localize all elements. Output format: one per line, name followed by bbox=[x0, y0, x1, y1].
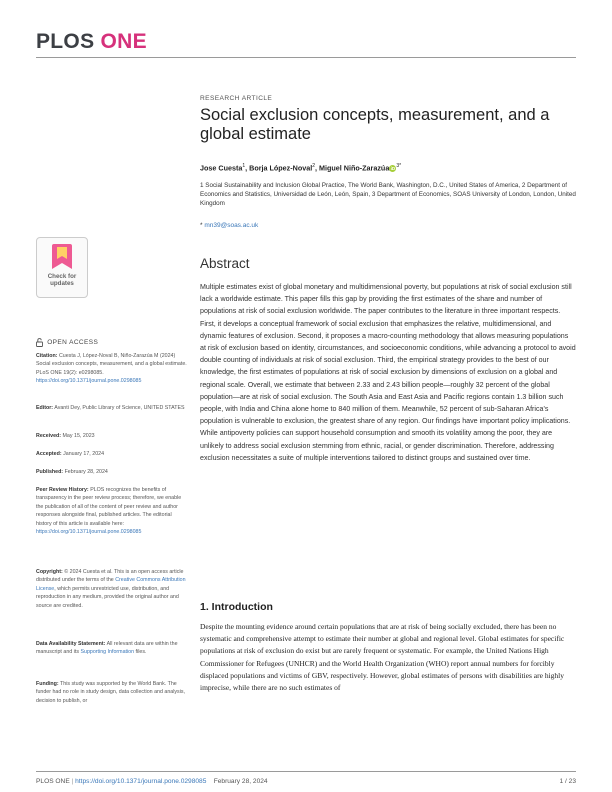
received-label: Received: bbox=[36, 433, 62, 439]
copyright-block bbox=[36, 568, 188, 610]
email-marker: * bbox=[200, 222, 203, 229]
journal-logo[interactable] bbox=[36, 30, 147, 54]
citation-label: Citation: bbox=[36, 353, 58, 359]
footer-date: February 28, 2024 bbox=[213, 778, 268, 785]
email-link[interactable]: mn39@soas.ac.uk bbox=[204, 222, 259, 229]
author-affil-marker: 2 bbox=[312, 163, 316, 169]
footer-journal: PLOS ONE bbox=[36, 778, 70, 785]
author-name[interactable]: Jose Cuesta bbox=[200, 163, 243, 173]
badge-label-2: updates bbox=[50, 280, 74, 287]
peer-review-block bbox=[36, 486, 188, 536]
open-lock-icon bbox=[36, 338, 43, 347]
citation-doi-link[interactable]: https://doi.org/10.1371/journal.pone.0298085 bbox=[36, 378, 142, 385]
received-date: May 15, 2023 bbox=[62, 433, 95, 439]
badge-label-1: Check for bbox=[47, 273, 77, 280]
published-label: Published: bbox=[36, 469, 64, 475]
footer-doi-link[interactable]: https://doi.org/10.1371/journal.pone.0298085 bbox=[75, 778, 207, 785]
license-link[interactable]: Creative Commons Attribution License bbox=[36, 577, 186, 592]
editor-text: Avanti Dey, Public Library of Science, UNITED STATES bbox=[54, 405, 185, 411]
data-availability-text-2: files. bbox=[135, 649, 147, 656]
citation-block bbox=[36, 352, 188, 386]
abstract-heading: Abstract bbox=[200, 256, 250, 271]
data-availability-label: Data Availability Statement: bbox=[36, 641, 106, 647]
peer-review-label: Peer Review History: bbox=[36, 487, 89, 493]
author-name[interactable]: Miguel Niño-Zarazúa bbox=[319, 163, 390, 173]
page-number: 1 / 23 bbox=[559, 778, 576, 785]
footer-separator: | bbox=[71, 778, 74, 785]
supporting-info-link[interactable]: Supporting Information bbox=[80, 649, 135, 656]
funding-block bbox=[36, 680, 188, 705]
published-block bbox=[36, 468, 188, 476]
funding-text: This study was supported by the World Bank. The funder had no role in study design, data collection and analysis, decision to publish, or bbox=[36, 681, 185, 704]
peer-review-text: PLOS recognizes the benefits of transparency in the peer review process; therefore, we enable the publication of all of the content of peer review and author responses alongside final, published articles. The editorial history of this article is available here: bbox=[36, 487, 182, 527]
citation-text: Cuesta J, López-Noval B, Niño-Zarazúa M (2024) Social exclusion concepts, measurement, and a global estimate. PLoS ONE 19(2): e0298085. bbox=[36, 353, 187, 376]
open-access-text: OPEN ACCESS bbox=[47, 339, 99, 347]
orcid-icon[interactable]: iD bbox=[390, 165, 396, 171]
introduction-heading: 1. Introduction bbox=[200, 601, 273, 613]
copyright-label: Copyright: bbox=[36, 569, 63, 575]
funding-label: Funding: bbox=[36, 681, 59, 687]
corresponding-email bbox=[200, 222, 258, 229]
author-name[interactable]: Borja López-Noval bbox=[249, 163, 313, 173]
article-type: RESEARCH ARTICLE bbox=[200, 95, 273, 102]
author-affil-marker: 3* bbox=[396, 163, 402, 169]
accepted-date: January 17, 2024 bbox=[63, 451, 105, 457]
footer-journal-info bbox=[36, 778, 268, 785]
author-affil-marker: 1 bbox=[242, 163, 246, 169]
editor-block bbox=[36, 404, 188, 412]
header-rule bbox=[36, 57, 576, 58]
affiliations: 1 Social Sustainability and Inclusion Global Practice, The World Bank, Washington, D.C., United States of America, 2 Department of Economics and Statistics, Universidad de León, León, Spain, 3 Department of Economics, SOAS University of London, London, United Kingdom bbox=[200, 182, 576, 207]
article-title: Social exclusion concepts, measurement, and a global estimate bbox=[200, 106, 550, 143]
open-access-label bbox=[36, 338, 98, 347]
accepted-label: Accepted: bbox=[36, 451, 62, 457]
abstract-text: Multiple estimates exist of global monetary and multidimensional poverty, but populations at risk of social exclusion still lack a worldwide estimate. This paper fills this gap by providing the first estimates of the share and number of populations at risk of social exclusion worldwide. The paper contributes to the literature in three important respects. First, it develops a conceptual framework of social exclusion that emphasizes the relative, multidimensional, and dynamic features of exclusion. Second, it proposes a macro-counting methodology that allows measuring populations at risk of exclusion based on identity, circumstances, and socioeconomic conditions, while advancing a protocol to avoid double counting of individuals at risk of social exclusion. Third, the empirical strategy provides to the best of our knowledge, the first estimates of populations at risk of social exclusion by dimensions of exclusion on a global and regional scale. Overall, we estimate that between 2.33 and 2.43 billion people—roughly 32 percent of the global population—are at risk of social exclusion. The South Asia and East Asia and Pacific regions contain 1.3 billion such people, with India and China alone home to 840 million of them. Meanwhile, 52 percent of sub-Saharan Africa's population is vulnerable to exclusion, the greatest share of any region. Our findings have important policy implications. While antipoverty policies can support household consumption and smooth its volatility among the poor, they are unlikely to address social exclusion stemming from ethnic, racial, or gender discrimination. Therefore, addressing exclusion necessitates a suite of multiple interventions tailored to distinct groups and sustained over time. bbox=[200, 283, 576, 462]
logo-one: ONE bbox=[100, 30, 147, 53]
received-block bbox=[36, 432, 188, 440]
introduction-text: Despite the mounting evidence around certain populations that are at risk of being socially excluded, there has been no systematic and comprehensive attempt to estimate their number at global and regional level. Global estimates for specific populations at risk of exclusion do exist but are rarely frequent or systematic. For example, the United Nations High Commissioner for Refugees (UNHCR) and the World Health Organization (WHO) report annual numbers for forcibly displaced populations and victims of GBV, respectively. However, global estimates of persons with disabilities are highly imprecise, while there are no such estimates of bbox=[200, 622, 565, 693]
accepted-block bbox=[36, 450, 188, 458]
copyright-text: © 2024 Cuesta et al. This is an open access article distributed under the terms of the bbox=[36, 569, 184, 584]
peer-review-link[interactable]: https://doi.org/10.1371/journal.pone.0298085 bbox=[36, 529, 142, 536]
published-date: February 28, 2024 bbox=[64, 469, 108, 475]
logo-plos: PLOS bbox=[36, 30, 95, 53]
author-list: Jose Cuesta$^1$, Borja López-Noval$^2$, Miguel Niño-ZarazúaiD$^{3*}$ bbox=[200, 163, 402, 173]
copyright-text-2: , which permits unrestricted use, distribution, and reproduction in any medium, provided the original author and source are credited. bbox=[36, 585, 179, 609]
data-availability-text: All relevant data are within the manuscript and its bbox=[36, 641, 178, 656]
editor-label: Editor: bbox=[36, 405, 54, 411]
footer-rule bbox=[36, 771, 576, 772]
data-availability-block bbox=[36, 640, 188, 657]
check-for-updates-badge[interactable] bbox=[36, 237, 88, 298]
bookmark-icon bbox=[51, 243, 73, 271]
